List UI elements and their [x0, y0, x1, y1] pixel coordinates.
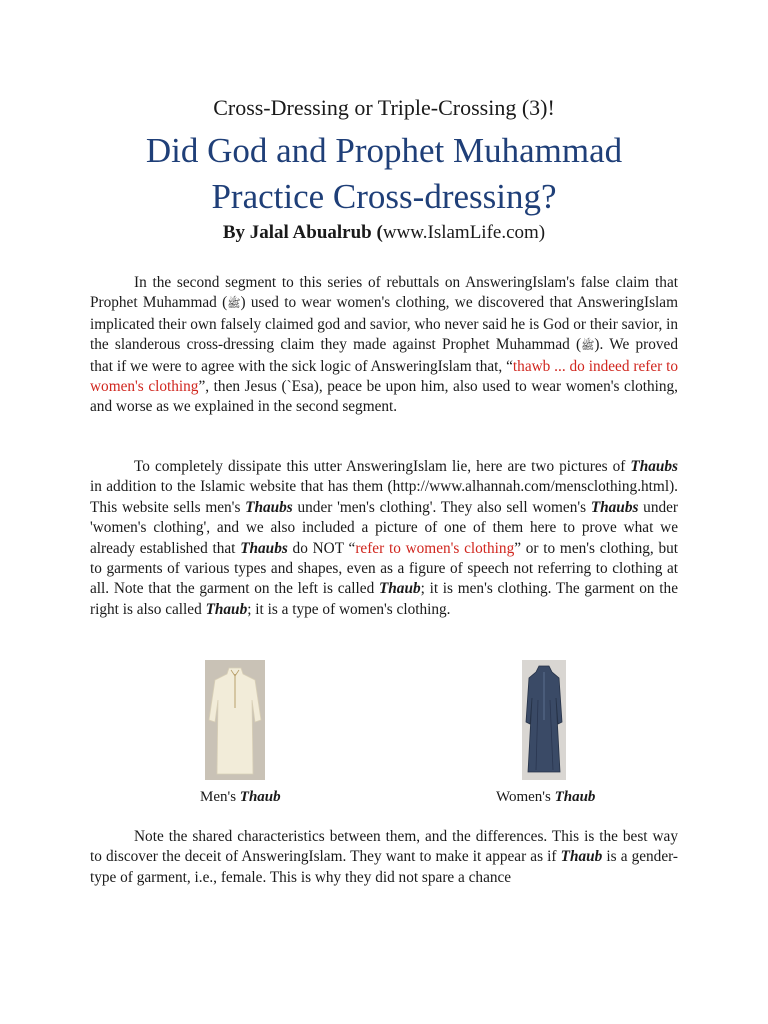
term-thaubs: Thaubs	[240, 539, 288, 557]
text: do NOT “	[287, 539, 356, 557]
text: ; it is men's clothing. The garment on the right is also called	[90, 580, 678, 618]
caption-text: Women's	[496, 789, 555, 805]
article-title	[90, 128, 678, 220]
red-quote: refer to women's clothing	[355, 539, 515, 557]
text: under 'men's clothing'. They also sell women's	[292, 498, 591, 516]
term-thaub: Thaub	[378, 580, 421, 598]
text: in addition to the Islamic website that has them (http://www.alhannah.com/mensclothing.html). This website sells men's	[90, 478, 678, 516]
mens-thaub-image	[205, 660, 265, 780]
term-thaub: Thaub	[560, 848, 603, 866]
text: ; it is a type of women's clothing.	[247, 600, 451, 618]
text: ). We proved that if we were to agree with the sick logic of AnsweringIslam that, “	[90, 336, 678, 375]
term-thaubs: Thaubs	[630, 458, 678, 475]
caption-term: Thaub	[554, 789, 596, 805]
caption-text: Men's	[200, 789, 240, 805]
title-line-1: Did God and Prophet Muhammad	[145, 131, 623, 170]
text: is a gender-type of garment, i.e., female. This is why they did not spare a chance	[90, 848, 679, 886]
text: Note the shared characteristics between them, and the differences. This is the best way to discover the deceit of AnsweringIslam. They want to make it appear as if	[90, 828, 678, 866]
term-thaubs: Thaubs	[590, 498, 639, 516]
caption-term: Thaub	[239, 789, 281, 805]
text: under 'women's clothing', and we also included a picture of one of them here to prove what we already established that	[90, 498, 678, 557]
term-thaubs: Thaubs	[245, 498, 293, 516]
author-website: www.IslamLife.com)	[382, 222, 546, 243]
article-subtitle: Cross-Dressing or Triple-Crossing (3)!	[213, 95, 555, 120]
womens-thaub-caption	[496, 789, 595, 806]
text: ) used to wear women's clothing, we discovered that AnsweringIslam implicated their own falsely claimed god and savior, who never said he is God or their savior, in the slanderous cross-dressing claim they made against Prophet Muhammad (	[90, 294, 678, 354]
mens-thaub-caption	[200, 789, 281, 806]
text: ” or to men's clothing, but to garments of various types and shapes, even as a figure of speech not referring to clothing at all. Note that the garment on the left is called	[90, 539, 678, 598]
womens-thaub-image	[522, 660, 566, 780]
pbuh-symbol: ﷺ	[581, 340, 595, 353]
text: To completely dissipate this utter AnsweringIslam lie, here are two pictures of	[134, 458, 631, 475]
text: ”, then Jesus (`Esa), peace be upon him, also used to wear women's clothing, and worse as we explained in the second segment.	[90, 378, 678, 416]
paragraph-2	[90, 457, 678, 620]
paragraph-1	[90, 273, 678, 418]
author-byline	[90, 222, 678, 244]
paragraph-3	[90, 827, 678, 888]
title-line-2: Practice Cross-dressing?	[211, 177, 557, 216]
text: In the second segment to this series of rebuttals on AnsweringIslam's false claim that Prophet Muhammad (	[90, 274, 678, 312]
author-name: By Jalal Abualrub (	[222, 222, 383, 243]
term-thaub: Thaub	[205, 600, 248, 618]
red-quote: thawb ... do indeed refer to women's clothing	[90, 357, 678, 396]
pbuh-symbol: ﷺ	[227, 298, 241, 311]
